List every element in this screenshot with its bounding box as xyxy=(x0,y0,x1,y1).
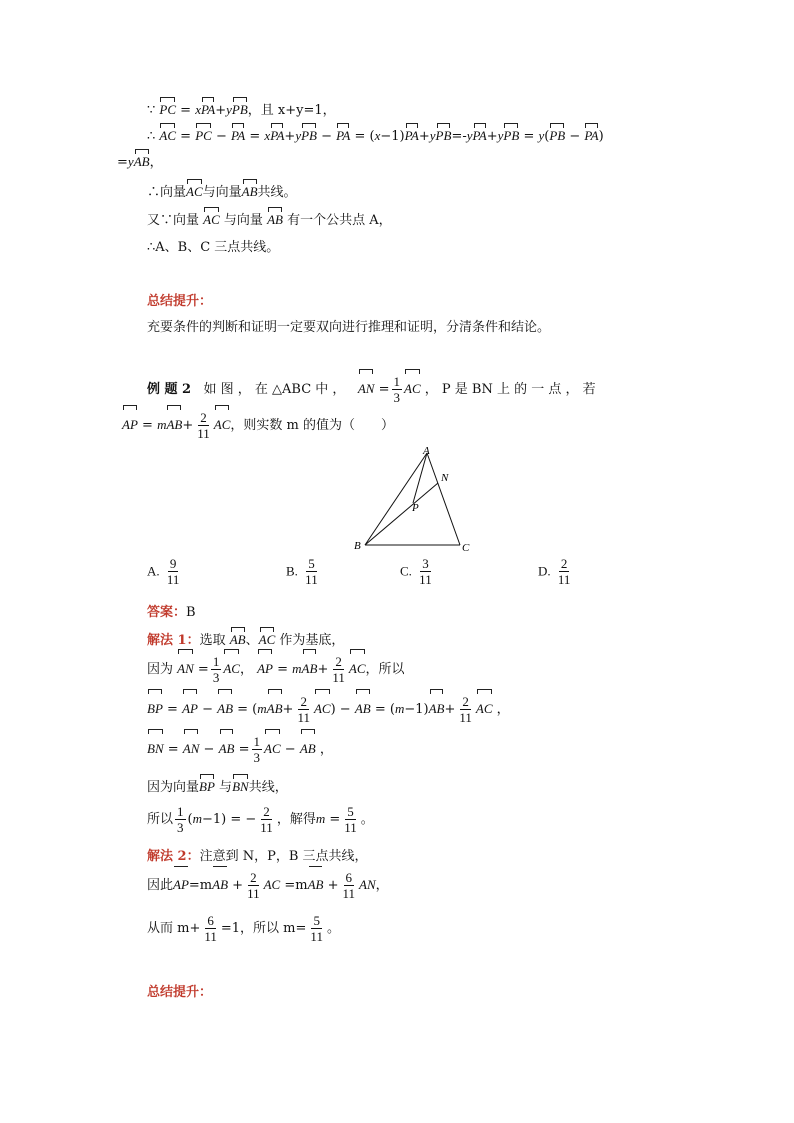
method1-l2-b: ， xyxy=(239,662,253,677)
method1-l2-c: ，所以 xyxy=(365,662,405,677)
method2-l2-c: =m xyxy=(284,878,308,893)
proof-line-5-c: 有一个公共点 A， xyxy=(287,213,392,228)
example-text-2: ， P 是 BN 上 的 一 点 ， 若 xyxy=(424,382,596,397)
proof-line-5-a: 又∵向量 xyxy=(147,213,200,228)
example-line-2: AP = mAB+ $\frac{2}{11}$ AC，则实数 m 的值为（ ） xyxy=(122,410,394,441)
summary-heading-1: 总结提升： xyxy=(147,294,213,309)
proof-line-1-suffix: ，且 x+y=1， xyxy=(247,103,336,118)
segment-ap xyxy=(413,453,427,503)
proof-line-6: ∴A、B、C 三点共线。 xyxy=(147,240,280,255)
proof-line-1: ∵ PC = xPA+yPB，且 x+y=1， xyxy=(147,102,336,118)
method1-l5-c: 共线， xyxy=(248,780,288,795)
answer-value: B xyxy=(186,605,196,620)
side-ac xyxy=(427,453,460,545)
choice-b-den: 11 xyxy=(305,572,318,587)
choice-c[interactable] xyxy=(400,556,436,587)
method1-l5-b: 与 xyxy=(219,780,233,795)
method1-line-5: 因为向量BP 与BN共线， xyxy=(147,779,288,795)
choice-b[interactable] xyxy=(286,556,322,587)
method1-l1-b: 作为基底， xyxy=(279,633,345,648)
method1-l6-a: 所以 xyxy=(147,812,174,827)
method2-l2-a: 因此 xyxy=(147,878,174,893)
method1-l2-a: 因为 xyxy=(147,662,174,677)
choice-d-den: 11 xyxy=(557,572,571,587)
segment-bn xyxy=(365,483,438,545)
therefore-symbol: ∴ xyxy=(147,129,156,144)
proof-line-4-b: 与向量 xyxy=(202,185,242,200)
method2-l2-b: =m xyxy=(188,878,213,893)
choice-d-num: 2 xyxy=(560,556,568,571)
proof-line-5: 又∵向量 AC 与向量 AB 有一个公共点 A， xyxy=(147,212,392,228)
choice-a-num: 9 xyxy=(169,556,177,571)
because-symbol: ∵ xyxy=(147,103,156,118)
answer-line xyxy=(147,603,196,623)
summary-text-1: 充要条件的判断和证明一定要双向进行推理和证明，分清条件和结论。 xyxy=(147,320,551,335)
method1-line-3: BP = AP − AB = (mAB+ $\frac{2}{11}$ AC) − AB = (m−1)AB+ $\frac{2}{11}$ AC ， xyxy=(147,694,510,725)
choice-d-letter: D. xyxy=(538,563,551,579)
method1-line-6: 所以 $\frac{1}{3}$ (m−1) = − $\frac{2}{11}$ ，解得m = $\frac{5}{11}$ 。 xyxy=(147,804,374,835)
method2-line-1 xyxy=(147,847,368,867)
choice-a-letter: A. xyxy=(147,563,160,579)
label-c: C xyxy=(462,542,470,554)
method1-l1-a: 选取 xyxy=(199,633,226,648)
example-text-1: 如 图 ， 在 △ABC 中 ， xyxy=(203,382,346,397)
proof-line-4-a: ∴向量 xyxy=(147,185,187,200)
choice-a[interactable] xyxy=(147,556,183,587)
example-label: 例 题 2 xyxy=(147,382,192,397)
method1-label: 解法 1： xyxy=(147,633,200,648)
method2-label: 解法 2： xyxy=(147,849,200,864)
method2-l2-d: ， xyxy=(375,878,389,893)
proof-line-3: =yAB， xyxy=(117,154,163,170)
choice-c-letter: C. xyxy=(400,563,412,579)
answer-label: 答案： xyxy=(147,605,187,620)
method2-l3-b: =1，所以 m= xyxy=(220,921,307,936)
choice-c-den: 11 xyxy=(419,572,432,587)
method1-line-1: 解法 1：选取 AB、AC 作为基底， xyxy=(147,632,345,648)
choice-d[interactable] xyxy=(538,556,574,587)
choice-c-num: 3 xyxy=(422,556,429,571)
choice-b-num: 5 xyxy=(308,556,315,571)
proof-line-5-b: 与向量 xyxy=(223,213,263,228)
method1-line-4: BN = AN − AB = $\frac{1}{3}$ AC − AB ， xyxy=(147,734,333,765)
choice-a-den: 11 xyxy=(166,572,180,587)
proof-line-4: ∴向量AC与向量AB共线。 xyxy=(147,184,297,200)
label-a: A xyxy=(423,445,430,457)
proof-line-2: ∴ AC = PC − PA = xPA+yPB − PA = (x−1)PA+yPB=-yPA+yPB = y(PB − PA) xyxy=(147,128,604,144)
method2-line-3: 从而 m+ $\frac{6}{11}$ =1，所以 m= $\frac{5}{11}$ 。 xyxy=(147,913,340,944)
method1-l6-b: ，解得 xyxy=(276,812,316,827)
method1-line-2: 因为 AN = $\frac{1}{3}$ AC， AP = mAB+ $\frac{2}{11}$ AC，所以 xyxy=(147,654,405,685)
choice-b-letter: B. xyxy=(286,563,298,579)
proof-line-3-suffix: ， xyxy=(149,155,163,170)
method2-l3-a: 从而 m+ xyxy=(147,921,201,936)
triangle-figure xyxy=(350,445,480,557)
summary-heading-2: 总结提升： xyxy=(147,985,213,1000)
method2-l3-c: 。 xyxy=(326,921,340,936)
example-text-3: ，则实数 m 的值为（ ） xyxy=(230,418,394,433)
example-line-1: 例 题 2 如 图 ， 在 △ABC 中 ， AN = $\frac{1}{3}$ AC ， P 是 BN 上 的 一 点 ， 若 xyxy=(147,374,596,405)
label-b: B xyxy=(354,540,361,552)
side-ab xyxy=(365,453,427,545)
method2-l1: 注意到 N，P，B 三点共线， xyxy=(199,849,368,864)
method1-l5-a: 因为向量 xyxy=(147,780,200,795)
label-n: N xyxy=(441,472,449,484)
proof-line-4-c: 共线。 xyxy=(257,185,297,200)
method1-l6-c: 。 xyxy=(360,812,374,827)
method2-line-2: 因此AP=mAB + $\frac{2}{11}$ AC =mAB + $\frac{6}{11}$ AN， xyxy=(147,870,389,901)
label-p: P xyxy=(412,502,419,514)
